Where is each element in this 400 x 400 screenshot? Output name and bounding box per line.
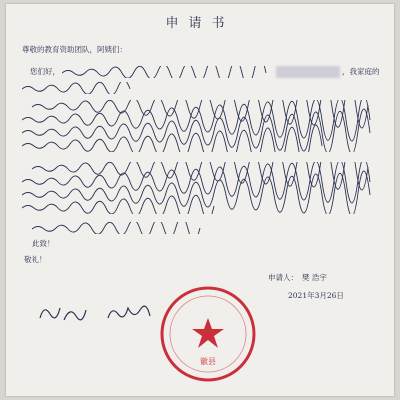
handwritten-paragraph <box>22 162 378 214</box>
closing-line-1: 此致！ <box>32 239 55 248</box>
greeting: 您们好， <box>30 67 60 76</box>
handwritten-paragraph <box>22 100 378 152</box>
closing-line-2: 敬礼！ <box>24 255 47 264</box>
handwritten-signature <box>36 300 156 326</box>
redacted-area <box>276 66 340 78</box>
applicant-label: 申请人： <box>268 273 298 282</box>
handwritten-text-line <box>22 82 142 94</box>
seal-text: 徽县 <box>200 357 216 366</box>
applicant-name: 樊 浩宇 <box>302 273 327 282</box>
application-date: 2021年3月26日 <box>288 291 344 300</box>
handwritten-text-line <box>62 66 274 78</box>
salutation: 尊敬的教育资助团队，阿姨们： <box>22 45 127 54</box>
application-letter-page <box>6 4 394 396</box>
official-seal <box>156 282 260 386</box>
line-fragment: ，我家庭的 <box>342 67 380 76</box>
document-title: 申请书 <box>165 16 235 31</box>
handwritten-text-line <box>32 222 212 234</box>
